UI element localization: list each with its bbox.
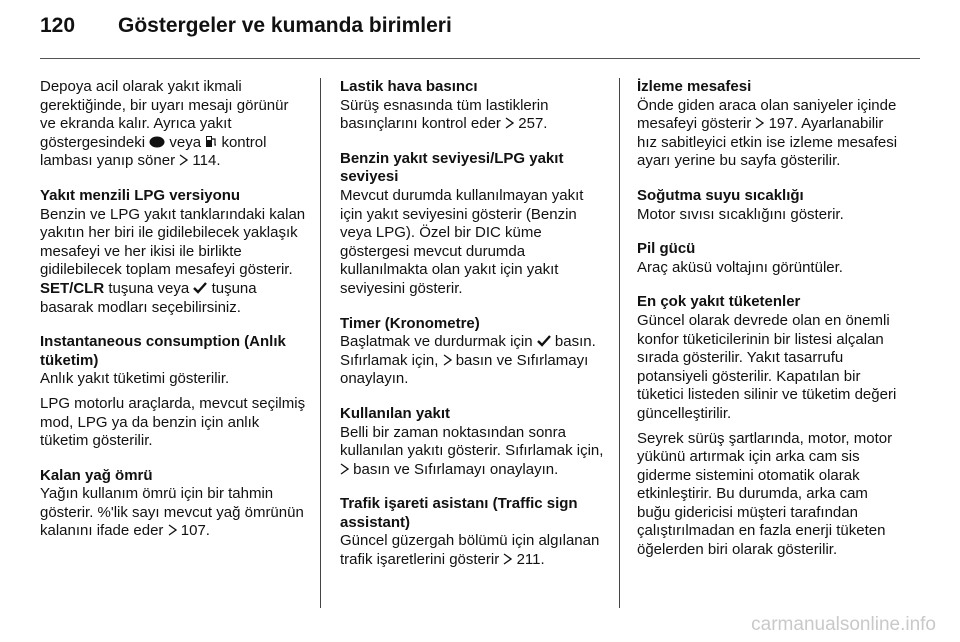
oil-text: Yağın kullanım ömrü için bir tahmin gösterir. %'lik sayı mevcut yağ ömrünün kalanını ifade eder — [40, 485, 304, 540]
instant-paragraph-1: Anlık yakıt tüketimi gösterilir. — [40, 370, 230, 388]
section-heading: Instantaneous consumption (Anlık tüketim) — [40, 333, 286, 369]
intro-text-3: kontrol lambası yanıp söner — [40, 133, 267, 170]
page-reference-triangle-icon — [503, 553, 512, 565]
section-used-fuel — [340, 405, 606, 479]
fuel-pump-icon — [205, 134, 217, 148]
page-ref[interactable]: 107. — [180, 522, 210, 540]
page-number: 120 — [40, 14, 76, 37]
section-heading: En çok yakıt tüketenler — [637, 293, 801, 311]
section-heading: Kalan yağ ömrü — [40, 466, 153, 484]
section-timer — [340, 315, 606, 389]
section-heading: Yakıt menzili LPG versiyonu — [40, 186, 241, 204]
section-lpg-range — [40, 187, 306, 317]
consumers-paragraph-2: Seyrek sürüş şartlarında, motor, motor yükünü artırmak için arka cam sis giderme sistemini otomatik olarak etkinleştirir. Bu durumda, arka cam buğu gidericisi müşteri tarafından çalıştırılmadan en fazla enerji tüketen öğelerden biri olarak gösterilir. — [637, 429, 893, 559]
page-reference-triangle-icon — [179, 154, 188, 166]
battery-paragraph: Araç aküsü voltajını görüntüler. — [637, 258, 843, 276]
page-header — [40, 14, 920, 38]
page-reference-triangle-icon — [168, 524, 177, 536]
follow-paragraph — [637, 97, 905, 171]
timer-text-2: basın. Sıfırlamak için, — [340, 333, 596, 369]
page-reference-triangle-icon — [505, 117, 514, 129]
consumers-paragraph-1: Güncel olarak devrede olan en önemli konfor tüketicilerinin bir listesi alçalan sırada gösterilir. Yakıt tasarrufu potansiyeli gösterilir. Kapatılan bir tüketici listeden silinir ve tüketim değeri güncelleştirilir. — [637, 311, 897, 422]
column-divider-2 — [619, 78, 620, 608]
follow-text-2: Ayarlanabilir hız sabitleyici etkin ise izleme mesafesi ayarı yerine bu sayfa gösterilir. — [637, 115, 898, 170]
traffic-sign-text: Güncel güzergah bölümü için algılanan trafik işaretlerini gösterir — [340, 532, 600, 569]
section-tire-pressure — [340, 78, 606, 134]
column-3 — [637, 78, 905, 576]
section-traffic-sign — [340, 495, 606, 569]
chevron-right-icon — [340, 463, 349, 475]
page-ref[interactable]: 211. — [516, 551, 545, 569]
timer-text-3: basın ve Sıfırlamayı onaylayın. — [340, 351, 589, 388]
page-ref[interactable]: 114. — [192, 152, 221, 170]
section-heading: Benzin yakıt seviyesi/LPG yakıt seviyesi — [340, 149, 564, 186]
page-reference-triangle-icon — [755, 117, 764, 129]
fuel-lamp-icon — [149, 136, 165, 148]
section-heading: Lastik hava basıncı — [340, 78, 478, 95]
intro-text-1: Depoya acil olarak yakıt ikmali gerektiğinde, bir uyarı mesajı görünür ve ekranda kalır. Ayrıca yakıt göstergesindeki — [40, 78, 289, 151]
section-heading: Trafik işareti asistanı (Traffic sign assistant) — [340, 495, 578, 531]
page-ref[interactable]: 257. — [518, 115, 548, 133]
section-fuel-level — [340, 150, 606, 299]
section-intro — [40, 78, 306, 171]
used-fuel-paragraph — [340, 424, 606, 480]
column-2 — [340, 78, 606, 586]
chevron-right-icon — [443, 354, 452, 366]
intro-paragraph — [40, 78, 306, 171]
intro-text-2: veya — [169, 133, 202, 151]
used-fuel-text-2: basın ve Sıfırlamayı onaylayın. — [353, 460, 559, 478]
checkmark-icon — [193, 282, 207, 294]
section-oil-life — [40, 467, 306, 541]
section-heading: Timer (Kronometre) — [340, 314, 480, 332]
checkmark-icon — [537, 335, 551, 347]
section-battery — [637, 240, 905, 277]
section-heading: İzleme mesafesi — [637, 78, 752, 95]
section-top-consumers — [637, 293, 905, 559]
tire-text: Sürüş esnasında tüm lastiklerin basınçlarını kontrol eder — [340, 96, 549, 133]
timer-paragraph — [340, 333, 606, 389]
section-heading: Pil gücü — [637, 240, 696, 258]
used-fuel-text-1: Belli bir zaman noktasından sonra kullanılan yakıtı gösterir. Sıfırlamak için, — [340, 423, 604, 460]
watermark: carmanualsonline.info — [751, 614, 936, 635]
lpg-range-text-2: tuşuna veya — [108, 279, 190, 297]
instant-paragraph-2: LPG motorlu araçlarda, mevcut seçilmiş mod, LPG ya da benzin için anlık tüketim gösterilir. — [40, 394, 306, 450]
header-divider — [40, 58, 920, 59]
lpg-range-paragraph — [40, 206, 306, 318]
timer-text-1: Başlatmak ve durdurmak için — [340, 333, 533, 351]
page-title: Göstergeler ve kumanda birimleri — [118, 14, 452, 37]
traffic-sign-paragraph — [340, 532, 606, 569]
follow-text-1: Önde giden araca olan saniyeler içinde mesafeyi gösterir — [637, 96, 897, 133]
oil-paragraph — [40, 485, 306, 541]
coolant-paragraph: Motor sıvısı sıcaklığını gösterir. — [637, 205, 844, 223]
set-clr-key-label: SET/CLR — [40, 279, 105, 297]
tire-paragraph — [340, 97, 606, 134]
fuel-level-paragraph: Mevcut durumda kullanılmayan yakıt için yakıt seviyesini gösterir (Benzin veya LPG). Özel bir DIC küme göstergesi mevcut durumda kullanılmakta olan yakıt için yakıt seviyesini gösterir. — [340, 186, 584, 297]
section-follow-distance — [637, 78, 905, 171]
lpg-range-text-1: Benzin ve LPG yakıt tanklarındaki kalan yakıtın her biri ile gidilebilecek yaklaşık mesafeyi ve her ikisi ile birlikte gidilebilecek toplam mesafeyi gösterir. — [40, 205, 306, 279]
lpg-range-text-3: tuşuna basarak modları seçebilirsiniz. — [40, 279, 257, 316]
section-heading: Soğutma suyu sıcaklığı — [637, 186, 804, 204]
column-1 — [40, 78, 306, 557]
section-coolant-temp — [637, 187, 905, 224]
column-divider-1 — [320, 78, 321, 608]
page-ref[interactable]: 197. — [768, 115, 798, 133]
section-heading: Kullanılan yakıt — [340, 404, 451, 422]
section-instant-consumption — [40, 333, 306, 451]
